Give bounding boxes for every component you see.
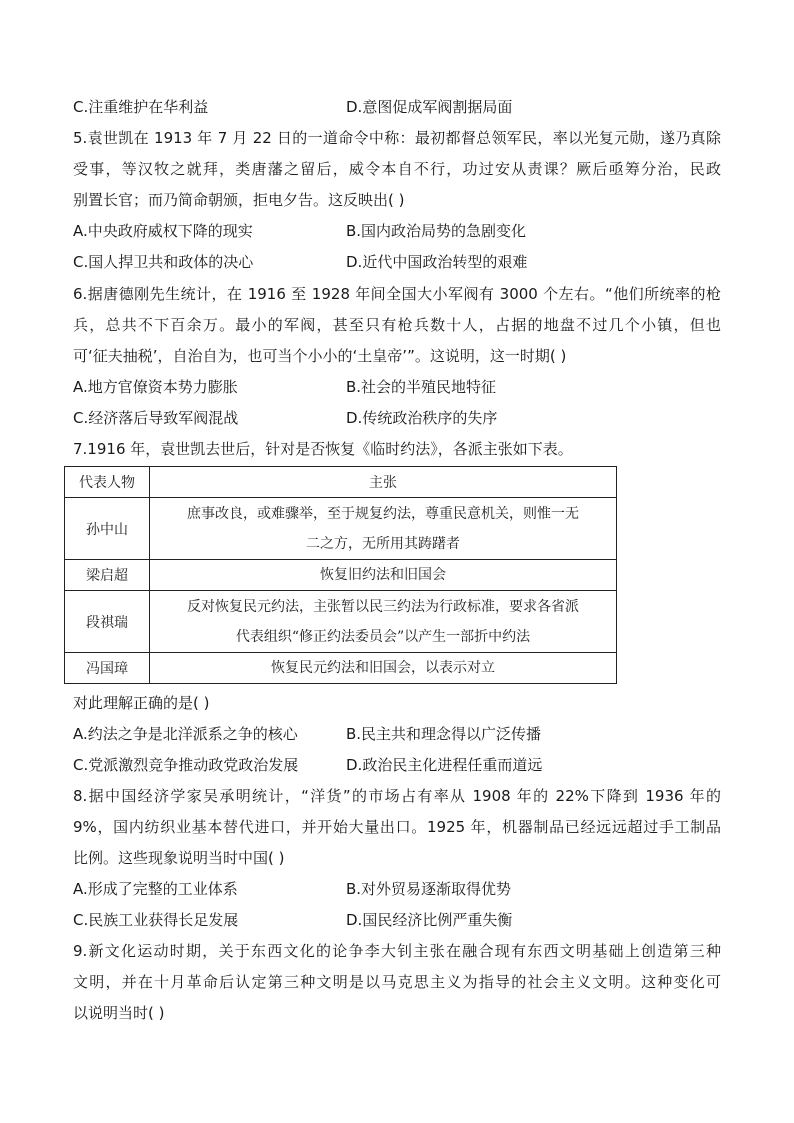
q8-option-d[interactable]: D.国民经济比例严重失衡: [346, 911, 513, 929]
q5-options-cd: [73, 252, 733, 272]
q6-stem-line-3: 可‘征夫抽税’，自治自为，也可当个小小的‘土皇帝’”。这说明，这一时期( ): [73, 347, 567, 365]
table-cell-claim: [150, 653, 617, 684]
table-row: [65, 498, 617, 560]
q6-option-c[interactable]: C.经济落后导致军阀混战: [73, 409, 239, 427]
q8-option-a[interactable]: A.形成了完整的工业体系: [73, 880, 238, 898]
q7-option-b[interactable]: B.民主共和理念得以广泛传播: [346, 725, 542, 743]
q4-option-c[interactable]: C.注重维护在华利益: [73, 98, 209, 116]
claim-line: 二之方，无所用其踌躇者: [306, 535, 460, 552]
table-cell-claim: [150, 591, 617, 653]
claim-line: 恢复民元约法和旧国会，以表示对立: [271, 660, 495, 676]
q7-option-c[interactable]: C.党派激烈竞争推动政党政治发展: [73, 756, 299, 774]
q7-option-a[interactable]: A.约法之争是北洋派系之争的核心: [73, 725, 298, 743]
q5-stem-line-2: 受事，等汉牧之就拜，类唐藩之留后，威令本自不行，功过安从责课？厥后亟筹分治，民政: [73, 160, 721, 178]
table-cell-figure: 梁启超: [65, 560, 150, 591]
claim-line: 恢复旧约法和旧国会: [320, 567, 446, 583]
q9-stem-line-2: 文明，并在十月革命后认定第三种文明是以马克思主义为指导的社会主义文明。这种变化可: [73, 973, 721, 991]
q6-stem-line-1: 6.据唐德刚先生统计，在 1916 至 1928 年间全国大小军阀有 3000 个左右。“他们所统率的枪: [73, 285, 721, 303]
table-cell-figure: 孙中山: [65, 498, 150, 560]
q7-stem: 对此理解正确的是( ): [73, 694, 210, 712]
q9-stem-line-1: 9.新文化运动时期，关于东西文化的论争李大钊主张在融合现有东西文明基础上创造第三种: [73, 942, 721, 960]
q7-option-d[interactable]: D.政治民主化进程任重而道远: [346, 756, 543, 774]
q5-option-b[interactable]: B.国内政治局势的急剧变化: [346, 222, 527, 240]
q8-stem-line-3: 比例。这些现象说明当时中国( ): [73, 849, 285, 867]
q5-option-d[interactable]: D.近代中国政治转型的艰难: [346, 253, 528, 271]
q5-option-a[interactable]: A.中央政府威权下降的现实: [73, 222, 253, 240]
claim-line: 庶事改良，或难骤举，至于规复约法，尊重民意机关，则惟一无: [187, 505, 579, 522]
q7-options-ab: [73, 724, 733, 744]
table-row: [65, 653, 617, 684]
claim-line: 反对恢复民元约法，主张暂以民三约法为行政标准，要求各省派: [187, 598, 579, 615]
claim-line: 代表组织“修正约法委员会”以产生一部折中约法: [235, 628, 531, 645]
q7-intro: 7.1916 年，袁世凯去世后，针对是否恢复《临时约法》，各派主张如下表。: [73, 440, 573, 458]
q8-options-ab: [73, 879, 733, 899]
table-cell-claim: [150, 498, 617, 560]
q6-option-d[interactable]: D.传统政治秩序的失序: [346, 409, 498, 427]
table-header-claim: 主张: [150, 467, 617, 498]
q8-option-c[interactable]: C.民族工业获得长足发展: [73, 911, 239, 929]
q4-options-cd: [73, 97, 733, 117]
q8-option-b[interactable]: B.对外贸易逐渐取得优势: [346, 880, 512, 898]
table-cell-claim: [150, 560, 617, 591]
q6-option-b[interactable]: B.社会的半殖民地特征: [346, 378, 497, 396]
q7-options-cd: [73, 755, 733, 775]
q4-option-d[interactable]: D.意图促成军阀割据局面: [346, 98, 513, 116]
table-header-row: [65, 467, 617, 498]
q8-options-cd: [73, 910, 733, 930]
q5-stem-line-3: 别置长官；而乃简命朝颁，拒电夕告。这反映出( ): [73, 191, 405, 209]
q8-stem-line-1: 8.据中国经济学家吴承明统计，“洋货”的市场占有率从 1908 年的 22%下降到 1936 年的: [73, 787, 721, 805]
table-cell-figure: 段祺瑞: [65, 591, 150, 653]
q5-stem-line-1: 5.袁世凯在 1913 年 7 月 22 日的一道命令中称：最初都督总领军民，率以光复元勋，遂乃真除: [73, 129, 721, 147]
table-row: [65, 560, 617, 591]
table-row: [65, 591, 617, 653]
q7-table: [64, 466, 617, 684]
q8-stem-line-2: 9%，国内纺织业基本替代进口，并开始大量出口。1925 年，机器制品已经远远超过手工制品: [73, 818, 721, 836]
table-header-figure: 代表人物: [65, 467, 150, 498]
q5-options-ab: [73, 221, 733, 241]
q9-stem-line-3: 以说明当时( ): [73, 1004, 165, 1022]
q6-options-cd: [73, 408, 733, 428]
q5-option-c[interactable]: C.国人捍卫共和政体的决心: [73, 253, 254, 271]
q6-options-ab: [73, 377, 733, 397]
q6-stem-line-2: 兵，总共不下百余万。最小的军阀，甚至只有枪兵数十人，占据的地盘不过几个小镇，但也: [73, 316, 721, 334]
table-cell-figure: 冯国璋: [65, 653, 150, 684]
q6-option-a[interactable]: A.地方官僚资本势力膨胀: [73, 378, 238, 396]
